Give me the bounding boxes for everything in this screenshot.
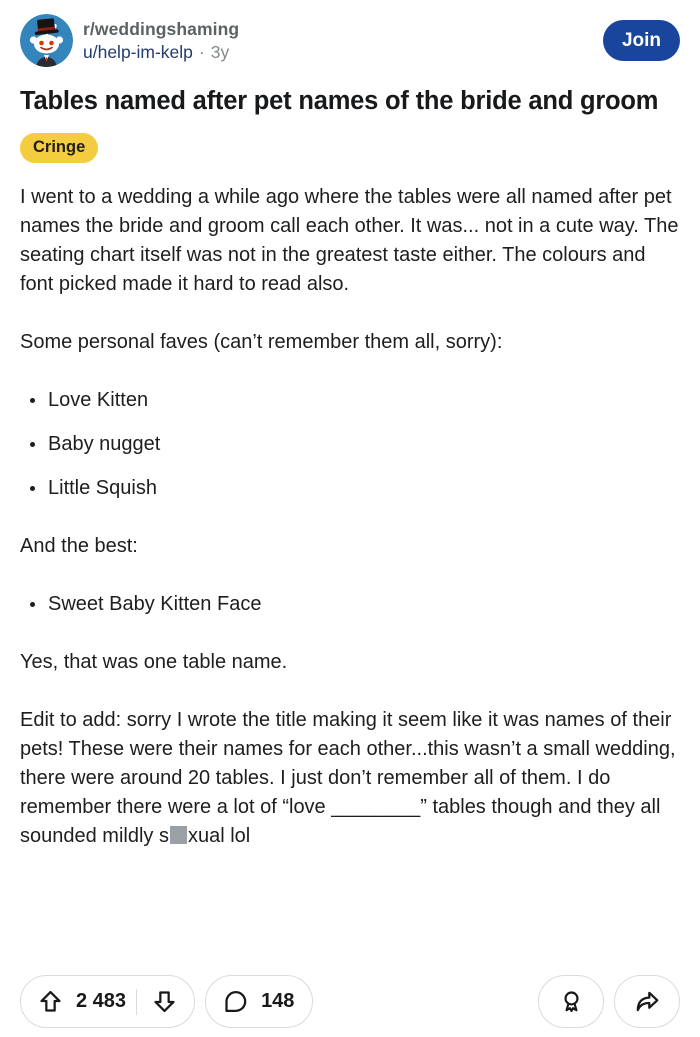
author-line xyxy=(83,41,603,64)
comment-count: 148 xyxy=(261,990,295,1012)
vote-pill xyxy=(20,975,195,1028)
bullet-icon xyxy=(30,442,35,447)
bullet-icon xyxy=(30,398,35,403)
header-names xyxy=(83,18,603,64)
flair-row xyxy=(20,133,680,163)
paragraph-confirm: Yes, that was one table name. xyxy=(20,651,288,673)
award-button[interactable] xyxy=(538,975,604,1028)
join-button[interactable]: Join xyxy=(603,20,680,61)
list-item xyxy=(20,386,680,415)
best-list xyxy=(20,590,680,619)
post-action-bar xyxy=(20,975,680,1030)
post-title: Tables named after pet names of the bride and groom xyxy=(20,87,659,115)
comments-pill[interactable] xyxy=(205,975,313,1028)
list-item-text: Little Squish xyxy=(48,477,157,499)
vote-divider xyxy=(136,989,137,1015)
post-header xyxy=(20,14,680,67)
subreddit-avatar[interactable] xyxy=(20,14,73,67)
faves-list xyxy=(20,386,680,503)
upvote-button[interactable] xyxy=(29,976,72,1027)
upvote-icon xyxy=(37,988,64,1015)
list-item xyxy=(20,590,680,619)
award-icon xyxy=(558,988,585,1015)
flair-badge[interactable]: Cringe xyxy=(20,133,98,163)
downvote-icon xyxy=(151,988,178,1015)
list-item-text: Love Kitten xyxy=(48,389,149,411)
post-body xyxy=(20,183,680,880)
meta-separator: · xyxy=(198,41,205,62)
paragraph-intro: I went to a wedding a while ago where the tables were all named after pet names the bride and groom call each other. It was... not in a cute way. The seating chart itself was not in the greatest taste either. The colours and font picked made it hard to read also. xyxy=(20,186,679,295)
paragraph-best-lead: And the best: xyxy=(20,535,138,557)
author-link[interactable]: u/help-im-kelp xyxy=(83,41,193,62)
comments-button[interactable] xyxy=(214,976,257,1027)
bullet-icon xyxy=(30,486,35,491)
post-age: 3y xyxy=(210,41,230,62)
share-button[interactable] xyxy=(614,975,680,1028)
share-icon xyxy=(634,988,661,1015)
list-item-text: Sweet Baby Kitten Face xyxy=(48,593,262,615)
comments-icon xyxy=(222,988,249,1015)
edit-text-before-censor: Edit to add: sorry I wrote the title making it seem like it was names of their pets! These were their names for each other...this wasn’t a small wedding, there were around 20 tables. I just don’t remember all of them. I do remember there were a lot of “love ________” tables though and they all sounded mildly s xyxy=(20,709,676,847)
paragraph-edit xyxy=(20,706,680,851)
censor-block xyxy=(170,826,187,844)
list-item xyxy=(20,430,680,459)
paragraph-faves-lead: Some personal faves (can’t remember them all, sorry): xyxy=(20,331,503,353)
downvote-button[interactable] xyxy=(143,976,186,1027)
list-item xyxy=(20,474,680,503)
upvote-count: 2 483 xyxy=(76,990,127,1012)
subreddit-link[interactable]: r/weddingshaming xyxy=(83,18,240,39)
edit-text-after-censor: xual lol xyxy=(187,825,251,847)
bullet-icon xyxy=(30,602,35,607)
snoo-avatar-icon xyxy=(20,14,73,67)
list-item-text: Baby nugget xyxy=(48,433,161,455)
